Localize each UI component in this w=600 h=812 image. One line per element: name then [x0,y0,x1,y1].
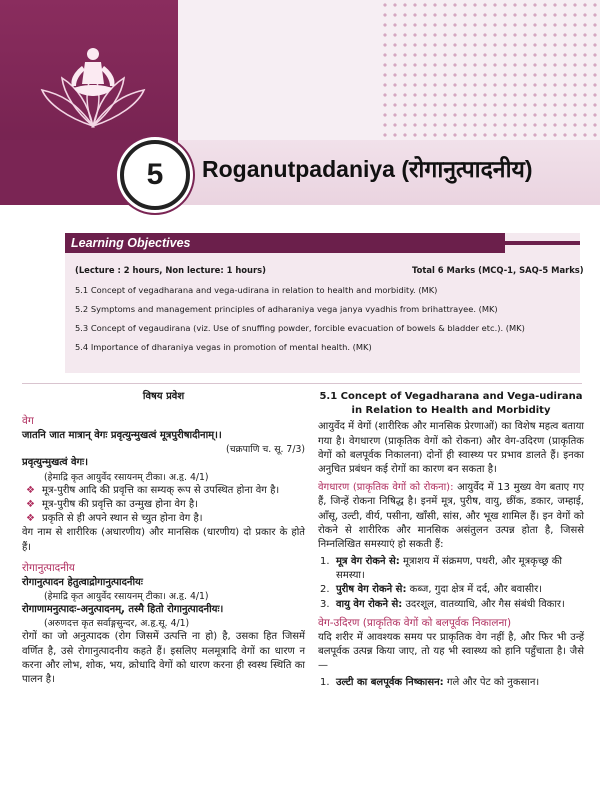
chapter-title: Roganutpadaniya (रोगानुत्पादनीय) [202,156,533,182]
bullet-item: ❖ प्रकृति से ही अपने स्थान से च्युत होना वेग है। [22,512,305,526]
left-column [22,390,305,687]
list-item: 1. उल्टी का बलपूर्वक निष्कासन: गले और पेट को नुकसान। [320,677,540,689]
paragraph: वेगधारण (प्राकृतिक वेगों को रोकना): आयुर्वेद में 13 मुख्य वेग बताए गए हैं, जिन्हें रोकना निषिद्ध है। इनमें मूत्र, पुरीष, वायु, छींक, डकार, जम्हाई, आँसू, उल्टी, वीर्य, पसीना, खाँसी, सांस, और भूख शामिल हैं। इन वेगों को रोकने से शारीरिक और मानसिक असंतुलन उत्पन्न होता है, जिससे निम्नलिखित समस्याएं हो सकती हैं: [318,482,584,550]
citation: (अरुणदत्त कृत सर्वाङ्गसुन्दर, अ.हृ.सू. 4/1) [44,618,190,630]
verse: जातनि जात मात्रान् वेगः प्रवृत्युन्मुखत्वं मूत्रपुरीषादीनाम्।। [22,430,222,442]
total-marks: Total 6 Marks (MCQ-1, SAQ-5 Marks) [412,265,584,275]
paragraph: यदि शरीर में आवश्यक समय पर प्राकृतिक वेग नहीं है, और फिर भी उन्हें बलपूर्वक उत्पन्न किया जाए, तो यह भी स्वास्थ्य को हानि पहुँचाता है। जैसे— [318,631,584,672]
header-rule [505,241,580,245]
citation: (चक्रपाणि च. सू. 7/3) [225,444,305,456]
verse: रोगानुत्पादन हेतुत्वाद्रोगानुत्पादनीयः [22,576,143,588]
diamond-bullet-icon: ❖ [26,513,35,525]
list-item: 2. पुरीष वेग रोकने से: कब्ज, गुदा क्षेत्र में दर्द, और बवासीर। [320,584,542,596]
learning-objectives-box [65,233,580,373]
subheading-vega-udiran: वेग-उदिरण (प्राकृतिक वेगों को बलपूर्वक निकालना) [318,616,512,629]
section-heading: 5.1 Concept of Vegadharana and Vega-udirana in Relation to Health and Morbidity [319,391,583,417]
dot-pattern [380,0,600,140]
objective-item: 5.2 Symptoms and management principles of adharaniya vega janya vyadhis from brihattrayee. (MK) [75,304,498,314]
paragraph: वेग नाम से शारीरिक (अधारणीय) और मानसिक (धारणीय) दो प्रकार के होते हैं। [22,527,305,553]
objective-item: 5.3 Concept of vegaudirana (viz. Use of snuffing powder, forcible evacuation of bowels & bladder etc.). (MK) [75,323,525,333]
list-item: 3. वायु वेग रोकने से: उदरशूल, वातव्याधि, और गैस संबंधी विकार। [320,598,565,610]
divider [22,383,582,384]
diamond-bullet-icon: ❖ [26,499,35,511]
chapter-number-badge: 5 [120,140,190,210]
list-item: 1. मूत्र वेग रोकने से: मूत्राशय में संक्रमण, पथरी, और मूत्रकृच्छ्र की समस्या। [320,556,562,582]
paragraph: रोगों का जो अनुत्पादक (रोग जिसमें उत्पत्ति ना हो) है, उसका हित जिसमें वर्णित है, उसे रोगानुत्पादनीय कहते हैं। इसलिए मलमूत्रादि वेगों का धारण न करना और लोभ, शोक, भय, क्रोधादि वेगों को धारण करना ही स्वस्थ स्थिति का पालन है। [22,631,305,685]
objective-item: 5.1 Concept of vegadharana and vega-udirana in relation to health and morbidity. (MK) [75,285,438,295]
verse: प्रवृत्युन्मुखत्वं वेगः। [22,457,88,469]
verse: रोगाणामनुत्पादः-अनुत्पादनम्, तस्मै हितो रोगानुत्पादनीयः। [22,604,224,616]
subheading-roganutpadaniya: रोगानुत्पादनीय [22,561,75,574]
section-heading: विषय प्रवेश [142,391,185,402]
citation: (हेमाद्रि कृत आयुर्वेद रसायनम् टीका। अ.हृ. 4/1) [44,471,209,483]
citation: (हेमाद्रि कृत आयुर्वेद रसायनम् टीका। अ.हृ. 4/1) [44,590,209,602]
bullet-item: ❖ मूत्र-पुरीष की प्रवृत्ति का उन्मुख होना वेग है। [22,498,305,512]
term-vegdharan: वेगधारण (प्राकृतिक वेगों को रोकना): [318,482,454,494]
meditating-figure-on-lotus-icon [38,38,148,128]
bullet-item: ❖ मूत्र-पुरीष आदि की प्रवृत्ति का सम्यक् रूप से उपस्थित होना वेग है। [22,484,305,498]
diamond-bullet-icon: ❖ [26,484,35,496]
right-column [318,390,584,690]
objective-item: 5.4 Importance of dharaniya vegas in promotion of mental health. (MK) [75,342,372,352]
learning-objectives-header: Learning Objectives [65,233,505,253]
subheading-vega: वेग [22,415,34,428]
paragraph: आयुर्वेद में वेगों (शारीरिक और मानसिक प्रेरणाओं) का विशेष महत्व बताया गया है। वेगधारण (प्राकृतिक वेगों को रोकना) और वेग-उदिरण (प्राकृतिक वेगों को बलपूर्वक निकालना) दोनों ही स्वास्थ्य पर प्रभाव डालते हैं। इनका अनुचित प्रबंधन कई रोगों का कारण बन सकता है। [318,421,584,475]
lecture-hours: (Lecture : 2 hours, Non lecture: 1 hours) [75,265,266,275]
